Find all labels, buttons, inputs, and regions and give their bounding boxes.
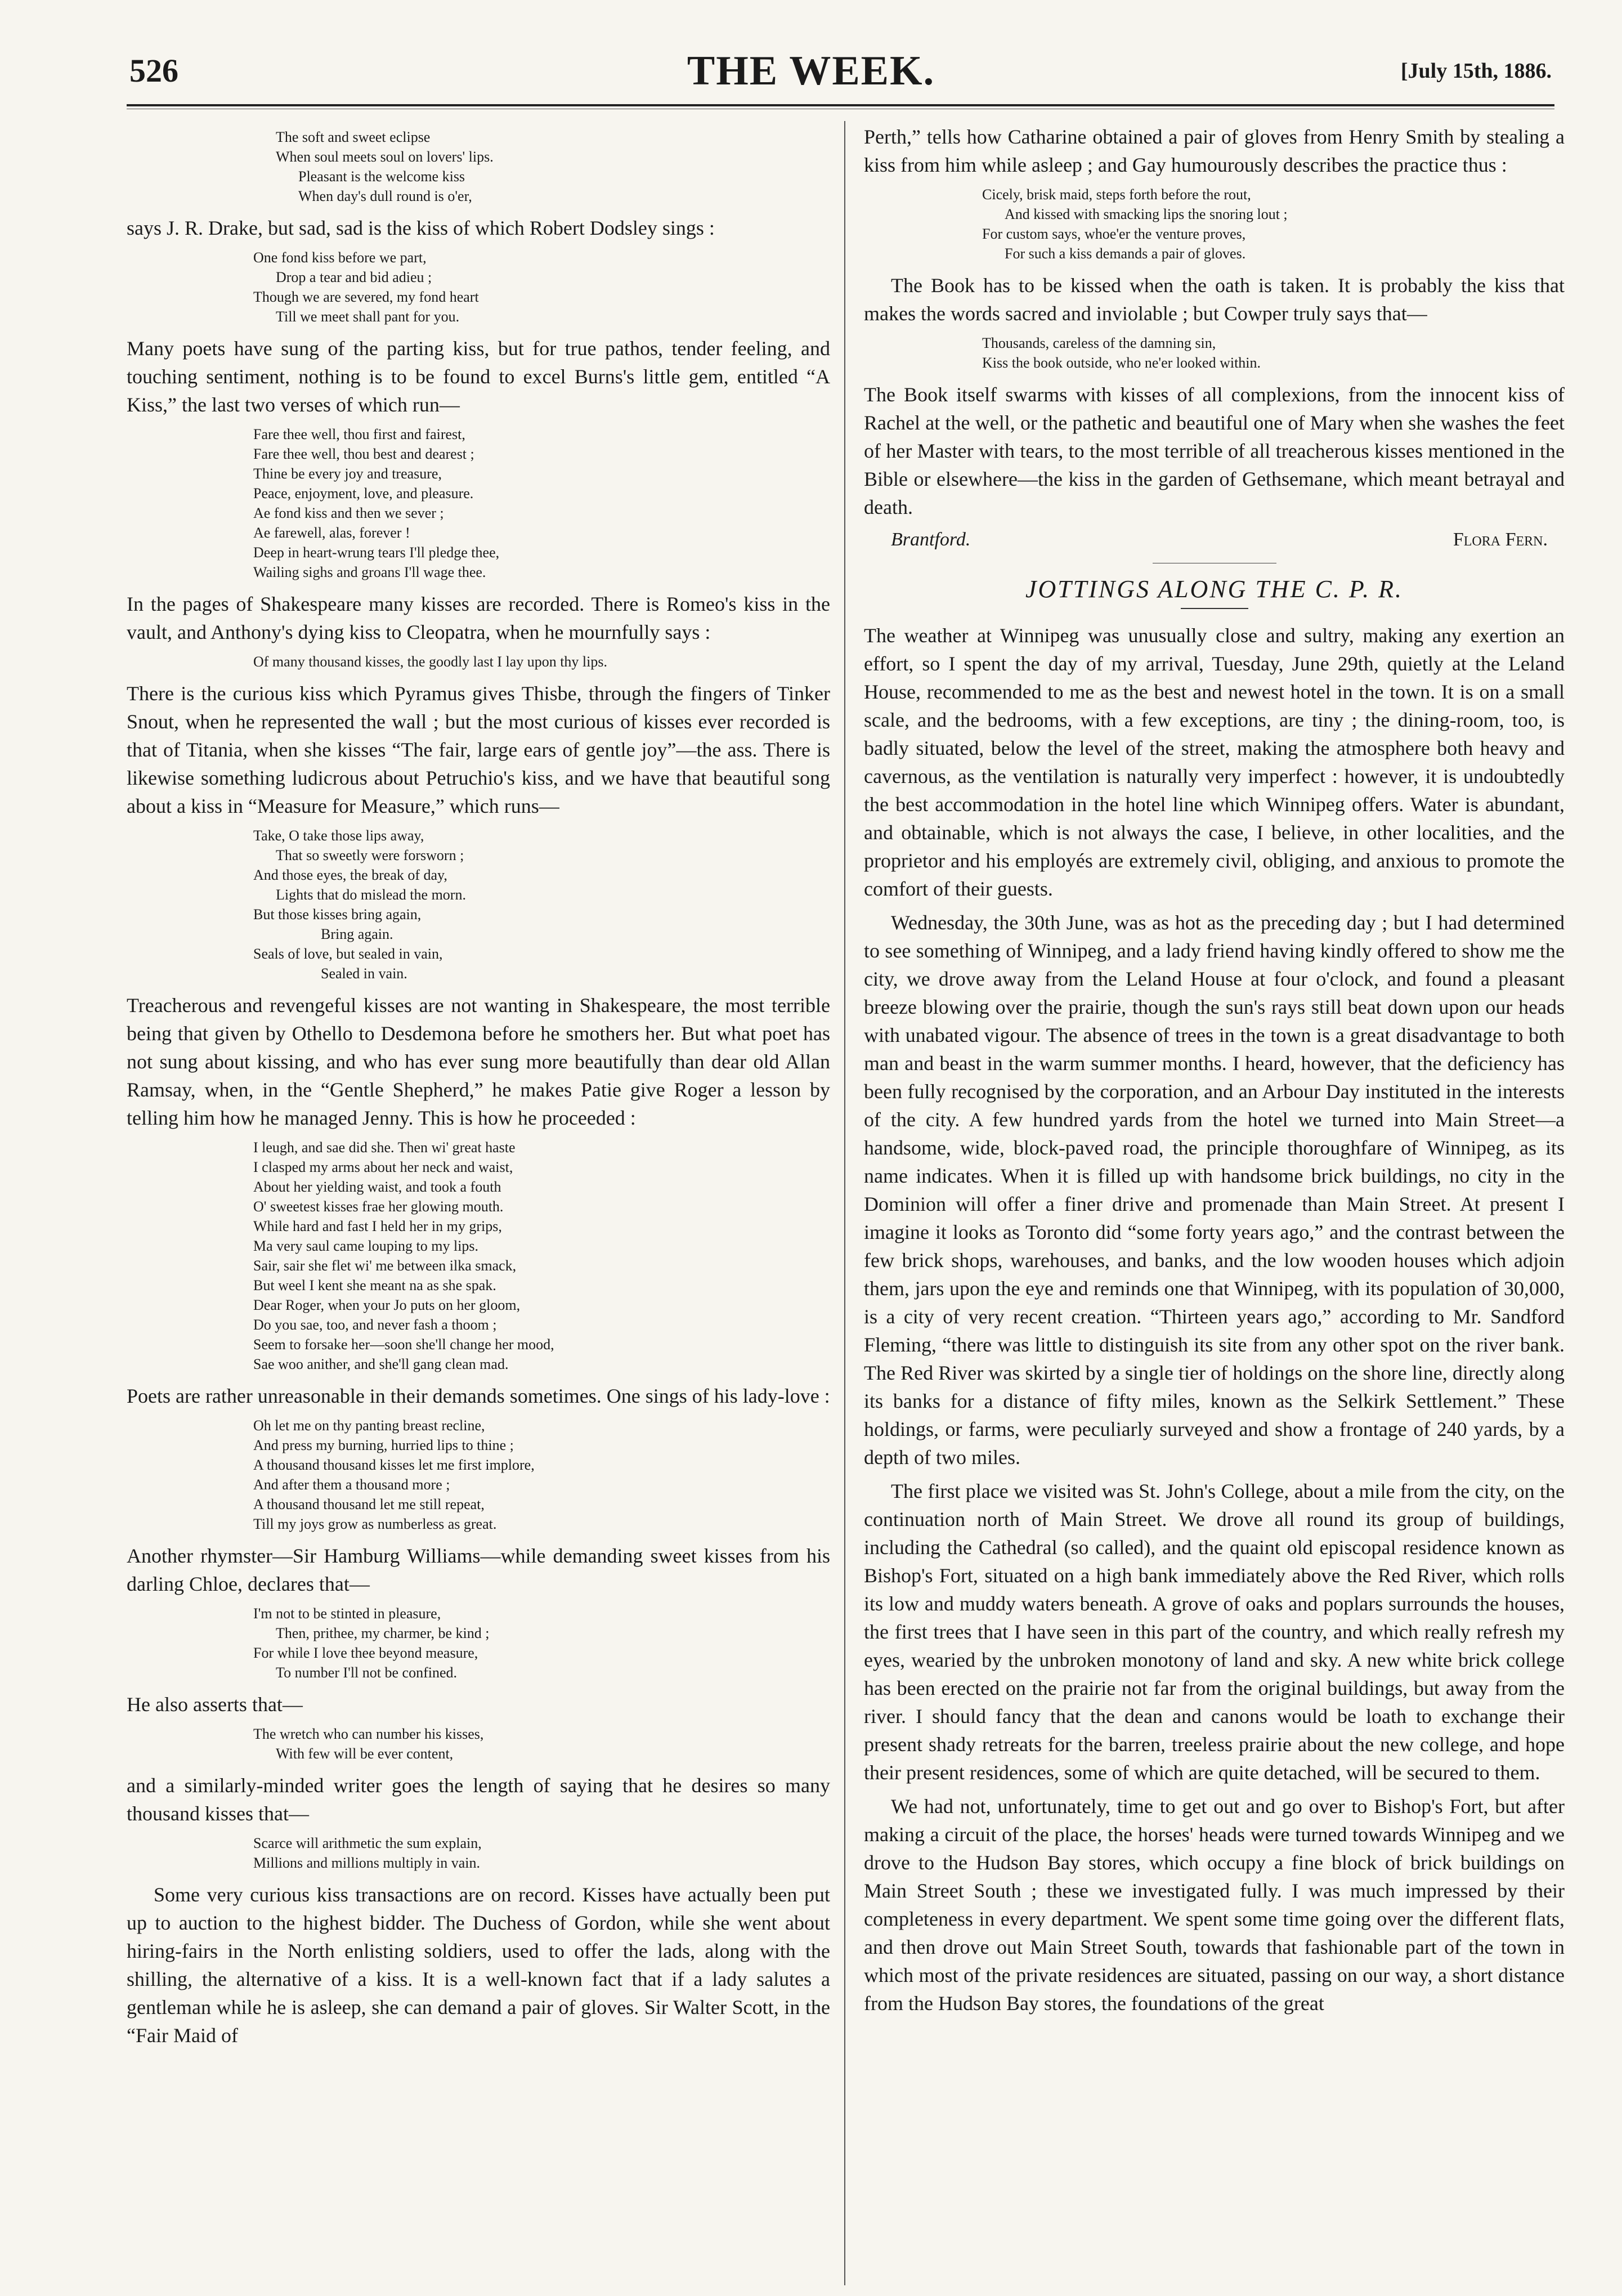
verse-line: To number I'll not be confined.: [276, 1664, 458, 1681]
verse-line: About her yielding waist, and took a fouth: [253, 1179, 501, 1195]
paragraph: Many poets have sung of the parting kiss, but for true pathos, tender feeling, and touching sentiment, nothing is to be found to excel Burns's little gem, entitled “A Kiss,” the last two verses of which run—: [127, 337, 830, 416]
page-number: 526: [129, 52, 178, 89]
verse-line: That so sweetly were forsworn ;: [276, 847, 464, 863]
paragraph: There is the curious kiss which Pyramus gives Thisbe, through the fingers of Tinker Snout, when he represented the wall ; but the most curious of kisses ever recorded is that of Titania, when she kisses “The fair, large ears of gentle joy”—the ass. There is likewise something ludicrous about Petruchio's kiss, and we have that beautiful song about a kiss in “Measure for Measure,” which runs—: [127, 682, 830, 817]
verse-line: Thine be every joy and treasure,: [253, 466, 442, 482]
verse-line: One fond kiss before we part,: [253, 249, 427, 266]
verse-line: But weel I kent she meant na as she spak.: [253, 1277, 496, 1294]
verse-line: And those eyes, the break of day,: [253, 867, 447, 883]
paragraph: Treacherous and revengeful kisses are not wanting in Shakespeare, the most terrible being that given by Othello to Desdemona before he smothers her. But what poet has not sung about kissing, and who has ever sung more beautifully than dear old Allan Ramsay, when, in the “Gentle Shepherd,” he makes Patie give Roger a lesson by telling him how he managed Jenny. This is how he proceeded :: [127, 994, 830, 1129]
paragraph: The Book has to be kissed when the oath is taken. It is probably the kiss that makes the words sacred and inviolable ; but Cowper truly says that—: [864, 274, 1565, 325]
verse-quote: [982, 185, 1565, 263]
paragraph: says J. R. Drake, but sad, sad is the kiss of which Robert Dodsley sings :: [127, 217, 715, 239]
verse-quote: [253, 127, 830, 206]
left-column: [127, 123, 830, 2287]
header-rule-thick: [127, 104, 1554, 106]
paragraph: The weather at Winnipeg was unusually close and sultry, making any exertion an effort, so I spent the day of my arrival, Tuesday, June 29th, quietly at the Leland House, recommended to me as the best and newest hotel in the town. It is on a small scale, and the bedrooms, with a few exceptions, are tiny ; the dining-room, too, is badly situated, below the level of the street, making the atmosphere both heavy and cavernous, as the ventilation is naturally very imperfect : however, it is undoubtedly the best accommodation in the hotel line which Winnipeg offers. Water is abundant, and obtainable, which is not always the case, I believe, in other localities, and the proprietor and his employés are extremely civil, obliging, and anxious to promote the comfort of their guests.: [864, 624, 1565, 900]
verse-line: Bring again.: [321, 926, 393, 942]
verse-line: For custom says, whoe'er the venture proves,: [982, 226, 1246, 242]
verse-line: And press my burning, hurried lips to thine ;: [253, 1437, 514, 1453]
paragraph: Some very curious kiss transactions are on record. Kisses have actually been put up to auction to the highest bidder. The Duchess of Gordon, while she went about hiring-fairs in the North enlisting soldiers, used to offer the lads, along with the shilling, the alternative of a kiss. It is a well-known fact that if a lady salutes a gentleman while he is asleep, she can demand a pair of gloves. Sir Walter Scott, in the “Fair Maid of: [127, 1883, 830, 2047]
verse-quote: [253, 1833, 830, 1873]
verse-line: Thousands, careless of the damning sin,: [982, 335, 1216, 351]
verse-quote: [253, 1416, 830, 1534]
verse-quote: [253, 826, 830, 983]
paragraph: Wednesday, the 30th June, was as hot as the preceding day ; but I had determined to see something of Winnipeg, and a lady friend having kindly offered to show me the city, we drove away from the Leland House at four o'clock, and found a pleasant breeze blowing over the prairie, though the sun's rays still beat down upon our heads with unabated vigour. The absence of trees in the town is a great disadvantage to both man and beast in the warm summer months. I heard, however, that the deficiency has been fully recognised by the corporation, and an Arbour Day instituted in the interests of the city. A few hundred yards from the hotel we turned into Main Street—a handsome, wide, block-paved road, the principle thoroughfare of Winnipeg, as its name indicates. When it is filled up with handsome brick buildings, no city in the Dominion will offer a finer drive and promenade than Main Street. At present I imagine it looks as Toronto did “some forty years ago,” and the contrast between the few brick shops, warehouses, and banks, and the low wooden houses which adjoin them, jars upon the eye and reminds one that Winnipeg, with its population of 30,000, is a city of very recent creation. “Thirteen years ago,” according to Mr. Sandford Fleming, “there was little to distinguish its site from any other spot on the river bank. The Red River was skirted by a single tier of holdings on the shore line, directly along its banks for a distance of fifty miles, known as the Selkirk Settlement.” These holdings, or farms, were peculiarly surveyed and show a frontage of 240 yards, by a depth of two miles.: [864, 911, 1565, 1469]
verse-line: Lights that do mislead the morn.: [276, 887, 466, 903]
verse-quote: [253, 424, 830, 582]
verse-line: While hard and fast I held her in my grips,: [253, 1218, 502, 1234]
verse-line: Cicely, brisk maid, steps forth before the rout,: [982, 186, 1251, 203]
verse-line: Fare thee well, thou best and dearest ;: [253, 446, 474, 462]
verse-quote: [982, 333, 1565, 373]
verse-line: Though we are severed, my fond heart: [253, 289, 479, 305]
verse-line: When soul meets soul on lovers' lips.: [276, 149, 494, 165]
verse-line: And after them a thousand more ;: [253, 1476, 450, 1493]
verse-line: Sair, sair she flet wi' me between ilka smack,: [253, 1257, 517, 1274]
verse-line: Sae woo anither, and she'll gang clean mad.: [253, 1356, 509, 1372]
verse-line: Peace, enjoyment, love, and pleasure.: [253, 485, 474, 502]
paragraph: The first place we visited was St. John's College, about a mile from the city, on the continuation north of Main Street. We drove all round its group of buildings, including the Cathedral (so called), and the quaint old episcopal residence known as Bishop's Fort, situated on a high bank immediately above the Red River, which rolls its low and muddy waters beneath. A grove of oaks and poplars surrounds the houses, the first trees that I have seen in this part of the country, and which really refresh my eyes, wearied by the unbroken monotony of land and sky. A new white brick college has been erected on the prairie not far from the original buildings, but away from the river. I should fancy that the dean and canons would be loath to exchange their present shady retreats for the barren, treeless prairie about the new college, and hope their present residences, some of which are quite detached, will be secured to them.: [864, 1480, 1565, 1784]
verse-line: With few will be ever content,: [276, 1746, 454, 1762]
verse-line: But those kisses bring again,: [253, 906, 422, 923]
verse-line: Dear Roger, when your Jo puts on her gloom,: [253, 1297, 521, 1313]
verse-quote: [253, 248, 830, 326]
right-column: [864, 123, 1565, 2287]
paragraph: The Book itself swarms with kisses of all complexions, from the innocent kiss of Rachel at the well, or the pathetic and beautiful one of Mary when she washes the feet of her Master with tears, to the most terrible of all treacherous kisses mentioned in the Bible or elsewhere—the kiss in the garden of Gethsemane, which meant betrayal and death.: [864, 383, 1565, 518]
dateline-place: Brantford.: [891, 529, 971, 550]
paragraph: He also asserts that—: [127, 1693, 303, 1716]
verse-line: Ma very saul came louping to my lips.: [253, 1238, 479, 1254]
verse-line: Seals of love, but sealed in vain,: [253, 946, 443, 962]
verse-line: A thousand thousand kisses let me first implore,: [253, 1457, 535, 1473]
verse-line: O' sweetest kisses frae her glowing mouth.: [253, 1198, 504, 1215]
page-title: THE WEEK.: [687, 48, 935, 94]
verse-quote: [253, 1138, 830, 1374]
page-header: [0, 0, 1622, 113]
verse-line: Oh let me on thy panting breast recline,: [253, 1417, 485, 1434]
verse-line: Then, prithee, my charmer, be kind ;: [276, 1625, 490, 1641]
paragraph: and a similarly-minded writer goes the length of saying that he desires so many thousand kisses that—: [127, 1774, 830, 1825]
paragraph: In the pages of Shakespeare many kisses are recorded. There is Romeo's kiss in the vault, and Anthony's dying kiss to Cleopatra, when he mournfully says :: [127, 593, 830, 643]
verse-quote: [253, 1724, 830, 1764]
page-date: [July 15th, 1886.: [1400, 59, 1552, 83]
verse-line: Wailing sighs and groans I'll wage thee.: [253, 564, 486, 580]
verse-line: For while I love thee beyond measure,: [253, 1645, 478, 1661]
verse-line: Millions and millions multiply in vain.: [253, 1855, 481, 1871]
verse-line: Seem to forsake her—soon she'll change her mood,: [253, 1336, 554, 1353]
paragraph: We had not, unfortunately, time to get out and go over to Bishop's Fort, but after making a circuit of the place, the horses' heads were turned towards Winnipeg and we drove to the Hudson Bay stores, which occupy a fine block of brick buildings on Main Street South ; these we investigated fully. I was much impressed by their completeness in every department. We spent some time going over the different flats, and then drove out Main Street South, towards that fashionable part of the town in which most of the private residences are situated, passing on our way, a short distance from the Hudson Bay stores, the foundations of the great: [864, 1795, 1565, 2015]
verse-line: Deep in heart-wrung tears I'll pledge thee,: [253, 544, 500, 561]
verse-line: Take, O take those lips away,: [253, 827, 424, 844]
verse-line: And kissed with smacking lips the snoring lout ;: [1005, 206, 1288, 222]
verse-quote: [253, 1604, 830, 1682]
paragraph: Poets are rather unreasonable in their demands sometimes. One sings of his lady-love :: [127, 1385, 830, 1407]
verse-line: I clasped my arms about her neck and waist,: [253, 1159, 513, 1175]
verse-line: I'm not to be stinted in pleasure,: [253, 1605, 441, 1622]
verse-line: I leugh, and sae did she. Then wi' great haste: [253, 1139, 516, 1156]
verse-line: For such a kiss demands a pair of gloves.: [1005, 245, 1246, 262]
verse-line: Kiss the book outside, who ne'er looked within.: [982, 355, 1261, 371]
column-divider: [844, 121, 845, 2285]
verse-line: Till we meet shall pant for you.: [276, 308, 460, 325]
verse-line: Of many thousand kisses, the goodly last I lay upon thy lips.: [253, 654, 608, 670]
verse-line: Do you sae, too, and never fash a thoom ;: [253, 1317, 497, 1333]
verse-line: Drop a tear and bid adieu ;: [276, 269, 432, 285]
paragraph: Another rhymster—Sir Hamburg Williams—while demanding sweet kisses from his darling Chloe, declares that—: [127, 1545, 830, 1595]
author-name: Flora Fern.: [1453, 529, 1548, 550]
verse-line: Ae fond kiss and then we sever ;: [253, 505, 444, 521]
article-heading: JOTTINGS ALONG THE C. P. R.: [1025, 575, 1404, 603]
verse-line: The soft and sweet eclipse: [276, 129, 431, 145]
verse-line: Till my joys grow as numberless as great.: [253, 1516, 497, 1532]
heading-rule: [1181, 608, 1248, 609]
verse-line: The wretch who can number his kisses,: [253, 1726, 484, 1742]
paragraph: Perth,” tells how Catharine obtained a pair of gloves from Henry Smith by stealing a kiss from him while asleep ; and Gay humourously describes the practice thus :: [864, 126, 1565, 176]
verse-line: Scarce will arithmetic the sum explain,: [253, 1835, 482, 1851]
verse-line: Pleasant is the welcome kiss: [298, 168, 465, 185]
verse-quote: [253, 652, 830, 672]
verse-line: A thousand thousand let me still repeat,: [253, 1496, 485, 1512]
verse-line: Sealed in vain.: [321, 965, 407, 982]
verse-line: When day's dull round is o'er,: [298, 188, 472, 204]
signature-line: [864, 527, 1565, 555]
verse-line: Fare thee well, thou first and fairest,: [253, 426, 465, 442]
verse-line: Ae farewell, alas, forever !: [253, 525, 410, 541]
